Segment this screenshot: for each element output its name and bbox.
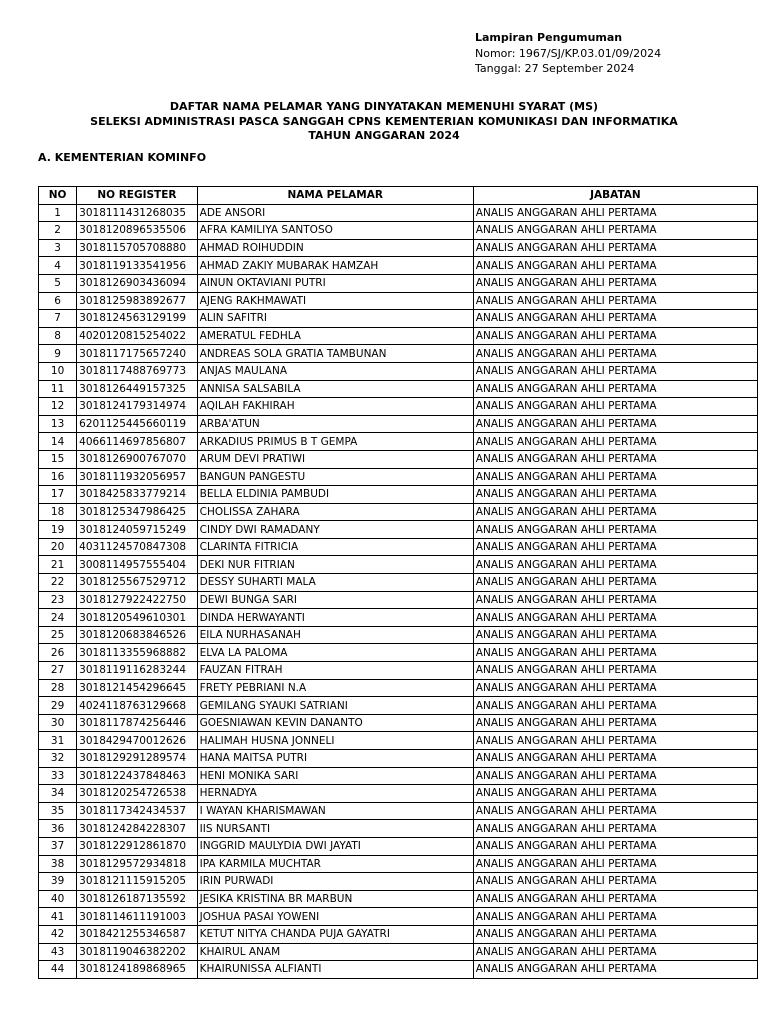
table-row [39, 714, 758, 732]
table-row [39, 767, 758, 785]
table-row [39, 433, 758, 451]
table-row [39, 239, 758, 257]
cell-no: 43 [39, 943, 77, 961]
table-row [39, 574, 758, 592]
cell-register: 3018429470012626 [77, 732, 198, 750]
cell-jabatan: ANALIS ANGGARAN AHLI PERTAMA [473, 398, 757, 416]
cell-no: 23 [39, 591, 77, 609]
cell-register: 3018421255346587 [77, 925, 198, 943]
cell-no: 10 [39, 362, 77, 380]
table-row [39, 204, 758, 222]
cell-register: 3018114611191003 [77, 908, 198, 926]
cell-nama: BANGUN PANGESTU [197, 468, 473, 486]
cell-jabatan: ANALIS ANGGARAN AHLI PERTAMA [473, 274, 757, 292]
cell-nama: AJENG RAKHMAWATI [197, 292, 473, 310]
cell-nama: JESIKA KRISTINA BR MARBUN [197, 890, 473, 908]
table-row [39, 310, 758, 328]
cell-register: 3018120549610301 [77, 609, 198, 627]
cell-register: 3018125567529712 [77, 574, 198, 592]
cell-nama: FRETY PEBRIANI N.A [197, 679, 473, 697]
cell-nama: GOESNIAWAN KEVIN DANANTO [197, 714, 473, 732]
cell-no: 1 [39, 204, 77, 222]
cell-no: 8 [39, 327, 77, 345]
cell-no: 7 [39, 310, 77, 328]
cell-register: 3018124563129199 [77, 310, 198, 328]
cell-no: 22 [39, 574, 77, 592]
cell-nama: AMERATUL FEDHLA [197, 327, 473, 345]
header-jabatan: JABATAN [473, 187, 757, 205]
cell-nama: CLARINTA FITRICIA [197, 538, 473, 556]
cell-no: 6 [39, 292, 77, 310]
cell-jabatan: ANALIS ANGGARAN AHLI PERTAMA [473, 556, 757, 574]
cell-no: 14 [39, 433, 77, 451]
lampiran-block [475, 30, 661, 77]
cell-jabatan: ANALIS ANGGARAN AHLI PERTAMA [473, 362, 757, 380]
table-row [39, 626, 758, 644]
cell-no: 25 [39, 626, 77, 644]
cell-jabatan: ANALIS ANGGARAN AHLI PERTAMA [473, 310, 757, 328]
cell-no: 21 [39, 556, 77, 574]
cell-no: 24 [39, 609, 77, 627]
cell-nama: IIS NURSANTI [197, 820, 473, 838]
cell-register: 3018125983892677 [77, 292, 198, 310]
cell-jabatan: ANALIS ANGGARAN AHLI PERTAMA [473, 767, 757, 785]
cell-nama: DINDA HERWAYANTI [197, 609, 473, 627]
cell-no: 37 [39, 837, 77, 855]
cell-nama: DEWI BUNGA SARI [197, 591, 473, 609]
cell-nama: AINUN OKTAVIANI PUTRI [197, 274, 473, 292]
cell-no: 42 [39, 925, 77, 943]
cell-register: 3018124179314974 [77, 398, 198, 416]
table-row [39, 345, 758, 363]
cell-register: 3018119133541956 [77, 257, 198, 275]
cell-no: 44 [39, 961, 77, 979]
cell-jabatan: ANALIS ANGGARAN AHLI PERTAMA [473, 257, 757, 275]
cell-nama: HERNADYA [197, 785, 473, 803]
cell-jabatan: ANALIS ANGGARAN AHLI PERTAMA [473, 591, 757, 609]
table-row [39, 415, 758, 433]
cell-register: 4066114697856807 [77, 433, 198, 451]
table-row [39, 644, 758, 662]
cell-register: 3018124059715249 [77, 521, 198, 539]
table-row [39, 908, 758, 926]
cell-register: 3018120254726538 [77, 785, 198, 803]
cell-no: 19 [39, 521, 77, 539]
cell-jabatan: ANALIS ANGGARAN AHLI PERTAMA [473, 433, 757, 451]
cell-nama: EILA NURHASANAH [197, 626, 473, 644]
cell-jabatan: ANALIS ANGGARAN AHLI PERTAMA [473, 503, 757, 521]
lampiran-tanggal: Tanggal: 27 September 2024 [475, 62, 635, 75]
cell-nama: FAUZAN FITRAH [197, 662, 473, 680]
cell-nama: ELVA LA PALOMA [197, 644, 473, 662]
heading-line-2: SELEKSI ADMINISTRASI PASCA SANGGAH CPNS KEMENTERIAN KOMUNIKASI DAN INFORMATIKA [90, 114, 678, 128]
cell-no: 16 [39, 468, 77, 486]
cell-no: 15 [39, 450, 77, 468]
cell-register: 3018129291289574 [77, 750, 198, 768]
table-row [39, 855, 758, 873]
cell-jabatan: ANALIS ANGGARAN AHLI PERTAMA [473, 820, 757, 838]
cell-register: 3018115705708880 [77, 239, 198, 257]
cell-no: 17 [39, 486, 77, 504]
cell-no: 11 [39, 380, 77, 398]
cell-jabatan: ANALIS ANGGARAN AHLI PERTAMA [473, 486, 757, 504]
cell-nama: ADE ANSORI [197, 204, 473, 222]
cell-nama: KHAIRUNISSA ALFIANTI [197, 961, 473, 979]
cell-nama: AHMAD ZAKIY MUBARAK HAMZAH [197, 257, 473, 275]
cell-jabatan: ANALIS ANGGARAN AHLI PERTAMA [473, 239, 757, 257]
cell-no: 32 [39, 750, 77, 768]
cell-no: 39 [39, 873, 77, 891]
cell-nama: ARKADIUS PRIMUS B T GEMPA [197, 433, 473, 451]
table-row [39, 292, 758, 310]
cell-nama: ANDREAS SOLA GRATIA TAMBUNAN [197, 345, 473, 363]
section-title: A. KEMENTERIAN KOMINFO [38, 151, 207, 164]
cell-nama: ANJAS MAULANA [197, 362, 473, 380]
cell-register: 3018111932056957 [77, 468, 198, 486]
cell-jabatan: ANALIS ANGGARAN AHLI PERTAMA [473, 204, 757, 222]
cell-no: 12 [39, 398, 77, 416]
cell-jabatan: ANALIS ANGGARAN AHLI PERTAMA [473, 292, 757, 310]
cell-nama: ARBA'ATUN [197, 415, 473, 433]
table-row [39, 943, 758, 961]
table-row [39, 556, 758, 574]
applicant-table [38, 186, 758, 979]
cell-register: 3018119116283244 [77, 662, 198, 680]
table-row [39, 662, 758, 680]
cell-register: 3018122912861870 [77, 837, 198, 855]
cell-jabatan: ANALIS ANGGARAN AHLI PERTAMA [473, 415, 757, 433]
cell-register: 3018120683846526 [77, 626, 198, 644]
cell-nama: AFRA KAMILIYA SANTOSO [197, 222, 473, 240]
cell-nama: IRIN PURWADI [197, 873, 473, 891]
cell-jabatan: ANALIS ANGGARAN AHLI PERTAMA [473, 837, 757, 855]
cell-no: 26 [39, 644, 77, 662]
cell-no: 36 [39, 820, 77, 838]
cell-jabatan: ANALIS ANGGARAN AHLI PERTAMA [473, 890, 757, 908]
lampiran-title: Lampiran Pengumuman [475, 31, 623, 44]
cell-register: 3018121454296645 [77, 679, 198, 697]
cell-register: 3018124284228307 [77, 820, 198, 838]
table-row [39, 961, 758, 979]
cell-no: 2 [39, 222, 77, 240]
cell-nama: ANNISA SALSABILA [197, 380, 473, 398]
cell-jabatan: ANALIS ANGGARAN AHLI PERTAMA [473, 626, 757, 644]
cell-nama: ALIN SAFITRI [197, 310, 473, 328]
cell-no: 28 [39, 679, 77, 697]
table-row [39, 274, 758, 292]
cell-register: 3018129572934818 [77, 855, 198, 873]
cell-jabatan: ANALIS ANGGARAN AHLI PERTAMA [473, 732, 757, 750]
table-row [39, 591, 758, 609]
cell-no: 35 [39, 802, 77, 820]
cell-jabatan: ANALIS ANGGARAN AHLI PERTAMA [473, 802, 757, 820]
cell-jabatan: ANALIS ANGGARAN AHLI PERTAMA [473, 662, 757, 680]
table-row [39, 521, 758, 539]
cell-no: 13 [39, 415, 77, 433]
cell-nama: CHOLISSA ZAHARA [197, 503, 473, 521]
cell-jabatan: ANALIS ANGGARAN AHLI PERTAMA [473, 222, 757, 240]
table-row [39, 890, 758, 908]
table-row [39, 398, 758, 416]
cell-nama: HANA MAITSA PUTRI [197, 750, 473, 768]
cell-register: 6201125445660119 [77, 415, 198, 433]
cell-nama: KETUT NITYA CHANDA PUJA GAYATRI [197, 925, 473, 943]
cell-register: 4020120815254022 [77, 327, 198, 345]
cell-jabatan: ANALIS ANGGARAN AHLI PERTAMA [473, 908, 757, 926]
cell-jabatan: ANALIS ANGGARAN AHLI PERTAMA [473, 327, 757, 345]
table-row [39, 486, 758, 504]
cell-register: 3018117342434537 [77, 802, 198, 820]
table-row [39, 327, 758, 345]
cell-jabatan: ANALIS ANGGARAN AHLI PERTAMA [473, 450, 757, 468]
cell-register: 4031124570847308 [77, 538, 198, 556]
document-heading [0, 100, 768, 144]
cell-jabatan: ANALIS ANGGARAN AHLI PERTAMA [473, 750, 757, 768]
cell-no: 29 [39, 697, 77, 715]
table-row [39, 820, 758, 838]
cell-nama: HENI MONIKA SARI [197, 767, 473, 785]
cell-jabatan: ANALIS ANGGARAN AHLI PERTAMA [473, 380, 757, 398]
table-row [39, 609, 758, 627]
table-row [39, 679, 758, 697]
cell-nama: GEMILANG SYAUKI SATRIANI [197, 697, 473, 715]
table-row [39, 925, 758, 943]
cell-register: 3018125347986425 [77, 503, 198, 521]
heading-line-3: TAHUN ANGGARAN 2024 [308, 129, 460, 142]
table-row [39, 362, 758, 380]
cell-no: 41 [39, 908, 77, 926]
cell-no: 9 [39, 345, 77, 363]
cell-nama: KHAIRUL ANAM [197, 943, 473, 961]
cell-no: 40 [39, 890, 77, 908]
cell-jabatan: ANALIS ANGGARAN AHLI PERTAMA [473, 785, 757, 803]
cell-register: 3018111431268035 [77, 204, 198, 222]
cell-register: 3018120896535506 [77, 222, 198, 240]
cell-register: 3018126900767070 [77, 450, 198, 468]
cell-register: 3018121115915205 [77, 873, 198, 891]
cell-register: 3018425833779214 [77, 486, 198, 504]
cell-register: 3018124189868965 [77, 961, 198, 979]
cell-no: 20 [39, 538, 77, 556]
cell-register: 3018119046382202 [77, 943, 198, 961]
cell-no: 38 [39, 855, 77, 873]
lampiran-nomor: Nomor: 1967/SJ/KP.03.01/09/2024 [475, 46, 662, 60]
table-row [39, 802, 758, 820]
cell-nama: AQILAH FAKHIRAH [197, 398, 473, 416]
cell-nama: DEKI NUR FITRIAN [197, 556, 473, 574]
table-row [39, 873, 758, 891]
table-row [39, 222, 758, 240]
cell-no: 3 [39, 239, 77, 257]
cell-nama: BELLA ELDINIA PAMBUDI [197, 486, 473, 504]
header-nama: NAMA PELAMAR [197, 187, 473, 205]
cell-nama: ARUM DEVI PRATIWI [197, 450, 473, 468]
cell-jabatan: ANALIS ANGGARAN AHLI PERTAMA [473, 943, 757, 961]
cell-register: 3018126187135592 [77, 890, 198, 908]
cell-register: 3018113355968882 [77, 644, 198, 662]
cell-nama: CINDY DWI RAMADANY [197, 521, 473, 539]
cell-jabatan: ANALIS ANGGARAN AHLI PERTAMA [473, 679, 757, 697]
cell-no: 4 [39, 257, 77, 275]
table-row [39, 750, 758, 768]
table-header-row [39, 187, 758, 205]
header-no: NO [39, 187, 77, 205]
cell-register: 3018122437848463 [77, 767, 198, 785]
cell-jabatan: ANALIS ANGGARAN AHLI PERTAMA [473, 697, 757, 715]
cell-register: 3018117488769773 [77, 362, 198, 380]
cell-register: 3018117874256446 [77, 714, 198, 732]
cell-nama: INGGRID MAULYDIA DWI JAYATI [197, 837, 473, 855]
cell-nama: JOSHUA PASAI YOWENI [197, 908, 473, 926]
cell-jabatan: ANALIS ANGGARAN AHLI PERTAMA [473, 468, 757, 486]
cell-jabatan: ANALIS ANGGARAN AHLI PERTAMA [473, 873, 757, 891]
cell-jabatan: ANALIS ANGGARAN AHLI PERTAMA [473, 345, 757, 363]
cell-register: 3018126449157325 [77, 380, 198, 398]
table-row [39, 450, 758, 468]
cell-no: 5 [39, 274, 77, 292]
table-body [39, 204, 758, 978]
cell-nama: AHMAD ROIHUDDIN [197, 239, 473, 257]
heading-line-1: DAFTAR NAMA PELAMAR YANG DINYATAKAN MEMENUHI SYARAT (MS) [169, 100, 599, 113]
cell-jabatan: ANALIS ANGGARAN AHLI PERTAMA [473, 714, 757, 732]
cell-jabatan: ANALIS ANGGARAN AHLI PERTAMA [473, 609, 757, 627]
cell-nama: IPA KARMILA MUCHTAR [197, 855, 473, 873]
cell-no: 18 [39, 503, 77, 521]
table-row [39, 538, 758, 556]
cell-no: 34 [39, 785, 77, 803]
cell-jabatan: ANALIS ANGGARAN AHLI PERTAMA [473, 538, 757, 556]
cell-jabatan: ANALIS ANGGARAN AHLI PERTAMA [473, 961, 757, 979]
cell-jabatan: ANALIS ANGGARAN AHLI PERTAMA [473, 521, 757, 539]
cell-no: 31 [39, 732, 77, 750]
cell-no: 30 [39, 714, 77, 732]
cell-jabatan: ANALIS ANGGARAN AHLI PERTAMA [473, 925, 757, 943]
table-row [39, 785, 758, 803]
cell-register: 3008114957555404 [77, 556, 198, 574]
table-row [39, 697, 758, 715]
cell-jabatan: ANALIS ANGGARAN AHLI PERTAMA [473, 855, 757, 873]
cell-register: 3018117175657240 [77, 345, 198, 363]
table-row [39, 503, 758, 521]
header-register: NO REGISTER [77, 187, 198, 205]
cell-register: 3018126903436094 [77, 274, 198, 292]
table-row [39, 257, 758, 275]
cell-jabatan: ANALIS ANGGARAN AHLI PERTAMA [473, 574, 757, 592]
cell-nama: DESSY SUHARTI MALA [197, 574, 473, 592]
cell-no: 33 [39, 767, 77, 785]
cell-nama: I WAYAN KHARISMAWAN [197, 802, 473, 820]
table-row [39, 837, 758, 855]
table-row [39, 468, 758, 486]
cell-register: 4024118763129668 [77, 697, 198, 715]
table-row [39, 732, 758, 750]
table-row [39, 380, 758, 398]
cell-no: 27 [39, 662, 77, 680]
cell-jabatan: ANALIS ANGGARAN AHLI PERTAMA [473, 644, 757, 662]
cell-register: 3018127922422750 [77, 591, 198, 609]
cell-nama: HALIMAH HUSNA JONNELI [197, 732, 473, 750]
